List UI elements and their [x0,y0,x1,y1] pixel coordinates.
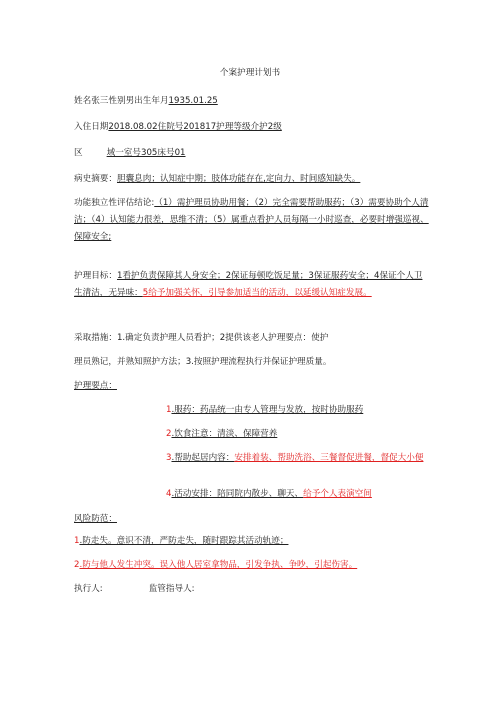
patient-info-line [74,96,218,107]
risk-item [74,560,357,571]
care-point-number: 2 [166,429,172,439]
medical-history [74,174,360,185]
care-point-number: 3 [166,453,172,463]
history-label: 病史摘要： [74,174,117,184]
care-point-item [166,450,430,466]
care-point-text: .活动安排：陪同院内散步、聊天、 [171,489,304,499]
risk-text: .防走失。意识不清，严防走失，随时跟踪其活动轨迹； [79,536,289,546]
area-label: 区 [74,148,83,158]
goal-label: 护理目标： [74,271,117,281]
care-point-item [166,429,277,440]
care-point-text: .服药：药品统一由专人管理与发放，按时协助服药 [171,405,364,415]
signature-line [74,584,195,595]
admission-info-line [74,122,282,133]
care-point-item [166,489,372,500]
admission-label: 入住日期 [74,122,109,132]
patient-name-gender-label: 姓名张三性别男出生年月 [74,96,169,106]
admission-details: 2018.08.02住院号201817护理等级介护2级 [108,122,282,132]
executor-label: 执行人: [74,584,103,594]
measures-line-1: 采取措施：1.确定负责护理人员看护；2提供该老人护理要点：使护 [74,333,329,343]
risk-number: 2 [74,560,80,570]
care-points-label: 护理要点： [74,381,117,391]
history-text: 胆囊息肉；认知症中期；肢体功能存在,定向力、时间感知缺失。 [116,174,361,184]
care-point-item [166,405,363,416]
care-point-text: .饮食注意：清淡、保障营养 [171,429,278,439]
goal-text: 1看护负责保障其人身安全；2保证每顿吃饭足量；3保证服药安全；4保证个人卫生清洁，无异味： [74,271,423,298]
risk-label: 风险防范： [74,514,117,524]
birth-date: 1935.01.25 [168,96,218,106]
care-point-number: 4 [166,489,172,499]
care-point-text-highlight: 给予个人表演空间 [303,489,372,499]
document-title: 个案护理计划书 [219,68,281,78]
assessment-label: 功能独立性评估结论: [74,198,155,208]
goal-paragraph [74,268,430,302]
care-point-text: .帮助起居内容： [171,453,235,463]
risk-number: 1 [74,536,80,546]
care-point-number: 1 [166,405,172,415]
room-details: 域一室号305床号01 [106,148,186,158]
goal-text-highlight: 5给予加强关怀，引导参加适当的活动，以延缓认知症发展。 [142,288,372,298]
assessment-paragraph [74,195,430,246]
assessment-text: （1）需护理员协助用餐；（2）完全需要帮助服药；（3）需要协助个人清洁；（4）认知能力很差，思维不清；（5）属重点看护人员每隔一小时巡查，必要时增强巡视、保障安全; [74,198,429,242]
measures-line-2: 理员熟记，并熟知照护方法；3.按照护理流程执行并保证护理质量。 [74,357,332,367]
care-point-text-highlight: 安排着装、帮助洗浴、三餐督促进餐，督促大小便 [234,453,424,463]
risk-item [74,536,288,547]
risk-text: .防与他人发生冲突。误入他人居室拿物品，引发争执、争吵，引起伤害。 [79,560,358,570]
supervisor-label: 监管指导人: [148,584,195,594]
room-info-line [74,148,186,159]
